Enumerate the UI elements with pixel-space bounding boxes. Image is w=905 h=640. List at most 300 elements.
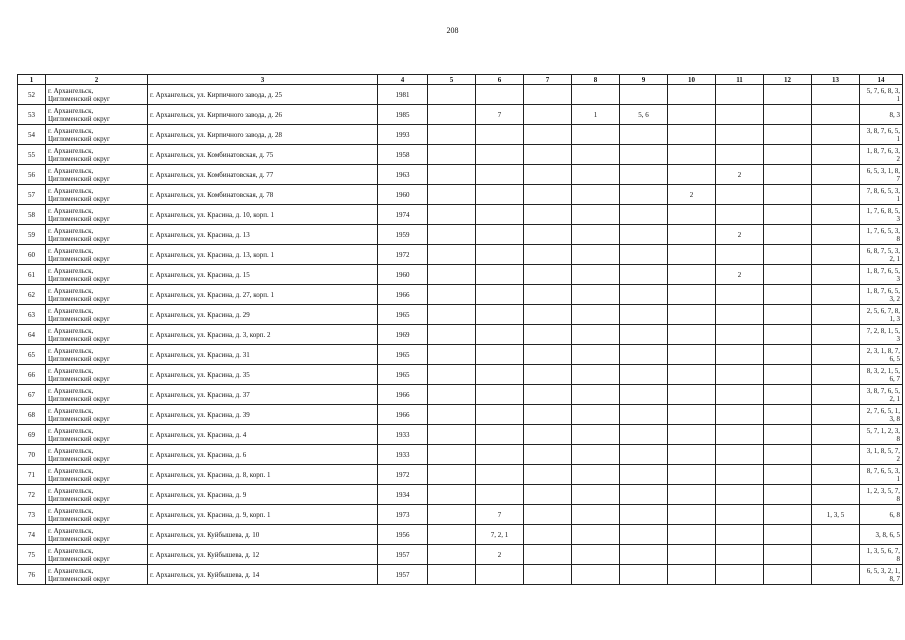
address-cell: г. Архангельск, ул. Красина, д. 9, корп. 1 <box>148 505 378 525</box>
col-6-cell <box>476 365 524 385</box>
col-8-cell <box>572 125 620 145</box>
col-8-cell <box>572 285 620 305</box>
col-9-cell <box>620 225 668 245</box>
col-12-cell <box>764 265 812 285</box>
table-row <box>18 105 903 125</box>
col-11-cell <box>716 325 764 345</box>
col-11-cell <box>716 565 764 585</box>
table-row <box>18 385 903 405</box>
location-cell <box>46 565 148 585</box>
col-6-cell: 7 <box>476 505 524 525</box>
row-number: 67 <box>18 385 46 405</box>
address-cell: г. Архангельск, ул. Красина, д. 27, корп. 1 <box>148 285 378 305</box>
col-14-cell: 6, 8, 7, 5, 3, 2, 1 <box>860 245 903 265</box>
location-district: Цигломенский округ <box>48 414 110 423</box>
year-cell: 1965 <box>378 305 428 325</box>
address-cell: г. Архангельск, ул. Кирпичного завода, д. 28 <box>148 125 378 145</box>
col-10-cell <box>668 385 716 405</box>
address-cell: г. Архангельск, ул. Красина, д. 39 <box>148 405 378 425</box>
col-13-cell <box>812 145 860 165</box>
col-7-cell <box>524 85 572 105</box>
col-12-cell <box>764 245 812 265</box>
col-10-cell <box>668 405 716 425</box>
col-7-cell <box>524 145 572 165</box>
col-10-cell <box>668 285 716 305</box>
col-9-cell <box>620 545 668 565</box>
column-header: 1 <box>18 75 46 85</box>
col-7-cell <box>524 485 572 505</box>
col-9-cell <box>620 485 668 505</box>
col-7-cell <box>524 465 572 485</box>
row-number: 65 <box>18 345 46 365</box>
col-6-cell <box>476 145 524 165</box>
col-13-cell <box>812 125 860 145</box>
col-5-cell <box>428 225 476 245</box>
col-11-cell <box>716 505 764 525</box>
col-11-cell <box>716 365 764 385</box>
year-cell: 1960 <box>378 265 428 285</box>
table-row <box>18 365 903 385</box>
table-row <box>18 305 903 325</box>
location-city: г. Архангельск, <box>48 146 94 155</box>
col-8-cell <box>572 205 620 225</box>
col-5-cell <box>428 185 476 205</box>
table-row <box>18 125 903 145</box>
location-cell <box>46 485 148 505</box>
table-row <box>18 225 903 245</box>
location-district: Цигломенский округ <box>48 94 110 103</box>
location-city: г. Архангельск, <box>48 366 94 375</box>
address-cell: г. Архангельск, ул. Красина, д. 10, корп. 1 <box>148 205 378 225</box>
col-12-cell <box>764 425 812 445</box>
column-header: 8 <box>572 75 620 85</box>
col-9-cell <box>620 265 668 285</box>
col-6-cell <box>476 265 524 285</box>
col-14-cell: 5, 7, 6, 8, 3, 1 <box>860 85 903 105</box>
address-cell: г. Архангельск, ул. Комбинатовская, д. 75 <box>148 145 378 165</box>
col-14-cell: 8, 3 <box>860 105 903 125</box>
col-8-cell <box>572 445 620 465</box>
row-number: 56 <box>18 165 46 185</box>
col-11-cell <box>716 85 764 105</box>
year-cell: 1933 <box>378 425 428 445</box>
year-cell: 1965 <box>378 365 428 385</box>
col-12-cell <box>764 105 812 125</box>
location-cell <box>46 325 148 345</box>
col-14-cell: 6, 5, 3, 2, 1, 8, 7 <box>860 565 903 585</box>
col-9-cell <box>620 305 668 325</box>
location-district: Цигломенский округ <box>48 314 110 323</box>
col-14-cell: 2, 3, 1, 8, 7, 6, 5 <box>860 345 903 365</box>
year-cell: 1974 <box>378 205 428 225</box>
col-11-cell <box>716 525 764 545</box>
col-14-cell: 2, 5, 6, 7, 8, 1, 3 <box>860 305 903 325</box>
address-cell: г. Архангельск, ул. Комбинатовская, д. 77 <box>148 165 378 185</box>
table-row <box>18 545 903 565</box>
col-7-cell <box>524 305 572 325</box>
location-district: Цигломенский округ <box>48 514 110 523</box>
column-header: 10 <box>668 75 716 85</box>
col-5-cell <box>428 385 476 405</box>
col-5-cell <box>428 245 476 265</box>
col-6-cell <box>476 405 524 425</box>
year-cell: 1963 <box>378 165 428 185</box>
col-10-cell <box>668 365 716 385</box>
col-9-cell <box>620 445 668 465</box>
col-10-cell <box>668 125 716 145</box>
col-5-cell <box>428 305 476 325</box>
col-13-cell <box>812 405 860 425</box>
col-11-cell <box>716 485 764 505</box>
col-10-cell <box>668 565 716 585</box>
address-cell: г. Архангельск, ул. Куйбышева, д. 12 <box>148 545 378 565</box>
col-11-cell <box>716 185 764 205</box>
col-7-cell <box>524 225 572 245</box>
col-8-cell <box>572 465 620 485</box>
col-8-cell <box>572 565 620 585</box>
col-10-cell <box>668 305 716 325</box>
location-city: г. Архангельск, <box>48 206 94 215</box>
col-11-cell <box>716 145 764 165</box>
col-10-cell: 2 <box>668 185 716 205</box>
table-row <box>18 505 903 525</box>
year-cell: 1958 <box>378 145 428 165</box>
col-14-cell: 1, 7, 6, 5, 3, 8 <box>860 225 903 245</box>
col-10-cell <box>668 145 716 165</box>
column-header: 14 <box>860 75 903 85</box>
location-city: г. Архангельск, <box>48 386 94 395</box>
col-12-cell <box>764 525 812 545</box>
col-11-cell <box>716 405 764 425</box>
location-district: Цигломенский округ <box>48 294 110 303</box>
column-header: 6 <box>476 75 524 85</box>
col-14-cell: 3, 1, 8, 5, 7, 2 <box>860 445 903 465</box>
col-6-cell <box>476 85 524 105</box>
col-13-cell <box>812 525 860 545</box>
col-8-cell <box>572 485 620 505</box>
location-city: г. Архангельск, <box>48 546 94 555</box>
table-row <box>18 185 903 205</box>
col-9-cell <box>620 125 668 145</box>
year-cell: 1960 <box>378 185 428 205</box>
location-city: г. Архангельск, <box>48 166 94 175</box>
col-13-cell <box>812 445 860 465</box>
col-9-cell <box>620 145 668 165</box>
location-district: Цигломенский округ <box>48 494 110 503</box>
location-city: г. Архангельск, <box>48 286 94 295</box>
col-7-cell <box>524 325 572 345</box>
col-12-cell <box>764 385 812 405</box>
location-cell <box>46 525 148 545</box>
col-8-cell <box>572 345 620 365</box>
column-header: 5 <box>428 75 476 85</box>
col-6-cell: 7, 2, 1 <box>476 525 524 545</box>
year-cell: 1972 <box>378 245 428 265</box>
location-city: г. Архангельск, <box>48 466 94 475</box>
location-cell <box>46 105 148 125</box>
col-13-cell <box>812 485 860 505</box>
location-cell <box>46 205 148 225</box>
location-district: Цигломенский округ <box>48 354 110 363</box>
address-cell: г. Архангельск, ул. Куйбышева, д. 10 <box>148 525 378 545</box>
table-row <box>18 445 903 465</box>
col-7-cell <box>524 245 572 265</box>
col-14-cell: 5, 7, 1, 2, 3, 8 <box>860 425 903 445</box>
col-8-cell <box>572 505 620 525</box>
location-cell <box>46 385 148 405</box>
col-8-cell <box>572 245 620 265</box>
location-cell <box>46 265 148 285</box>
location-cell <box>46 245 148 265</box>
location-district: Цигломенский округ <box>48 134 110 143</box>
col-12-cell <box>764 125 812 145</box>
col-12-cell <box>764 545 812 565</box>
col-12-cell <box>764 185 812 205</box>
col-11-cell <box>716 205 764 225</box>
location-district: Цигломенский округ <box>48 254 110 263</box>
row-number: 71 <box>18 465 46 485</box>
header-row <box>18 75 903 85</box>
col-14-cell: 6, 5, 3, 1, 8, 7 <box>860 165 903 185</box>
address-cell: г. Архангельск, ул. Красина, д. 6 <box>148 445 378 465</box>
col-7-cell <box>524 365 572 385</box>
location-district: Цигломенский округ <box>48 574 110 583</box>
col-14-cell: 1, 8, 7, 6, 5, 3 <box>860 265 903 285</box>
year-cell: 1981 <box>378 85 428 105</box>
location-district: Цигломенский округ <box>48 214 110 223</box>
col-8-cell <box>572 425 620 445</box>
col-12-cell <box>764 345 812 365</box>
year-cell: 1966 <box>378 405 428 425</box>
col-8-cell <box>572 185 620 205</box>
col-13-cell <box>812 265 860 285</box>
col-5-cell <box>428 525 476 545</box>
table-row <box>18 265 903 285</box>
year-cell: 1934 <box>378 485 428 505</box>
location-city: г. Архангельск, <box>48 126 94 135</box>
location-district: Цигломенский округ <box>48 554 110 563</box>
col-6-cell <box>476 445 524 465</box>
row-number: 76 <box>18 565 46 585</box>
row-number: 66 <box>18 365 46 385</box>
col-9-cell <box>620 285 668 305</box>
location-city: г. Архангельск, <box>48 426 94 435</box>
table-row <box>18 405 903 425</box>
location-district: Цигломенский округ <box>48 534 110 543</box>
col-13-cell <box>812 245 860 265</box>
col-13-cell <box>812 545 860 565</box>
address-cell: г. Архангельск, ул. Красина, д. 29 <box>148 305 378 325</box>
col-6-cell <box>476 285 524 305</box>
col-6-cell <box>476 185 524 205</box>
col-8-cell: 1 <box>572 105 620 125</box>
location-city: г. Архангельск, <box>48 346 94 355</box>
col-11-cell <box>716 345 764 365</box>
col-11-cell <box>716 245 764 265</box>
col-14-cell: 1, 8, 7, 6, 3, 2 <box>860 145 903 165</box>
col-8-cell <box>572 85 620 105</box>
col-10-cell <box>668 265 716 285</box>
col-10-cell <box>668 245 716 265</box>
year-cell: 1957 <box>378 565 428 585</box>
col-9-cell <box>620 565 668 585</box>
col-12-cell <box>764 285 812 305</box>
location-city: г. Архангельск, <box>48 86 94 95</box>
col-8-cell <box>572 365 620 385</box>
location-cell <box>46 505 148 525</box>
location-cell <box>46 545 148 565</box>
col-5-cell <box>428 405 476 425</box>
col-13-cell <box>812 285 860 305</box>
year-cell: 1966 <box>378 285 428 305</box>
table-row <box>18 485 903 505</box>
table-row <box>18 165 903 185</box>
col-11-cell <box>716 305 764 325</box>
address-cell: г. Архангельск, ул. Куйбышева, д. 14 <box>148 565 378 585</box>
address-cell: г. Архангельск, ул. Красина, д. 4 <box>148 425 378 445</box>
col-14-cell: 1, 7, 6, 8, 5, 3 <box>860 205 903 225</box>
row-number: 52 <box>18 85 46 105</box>
col-7-cell <box>524 505 572 525</box>
location-city: г. Архангельск, <box>48 506 94 515</box>
col-13-cell: 1, 3, 5 <box>812 505 860 525</box>
col-11-cell <box>716 545 764 565</box>
column-header: 13 <box>812 75 860 85</box>
location-cell <box>46 305 148 325</box>
col-9-cell <box>620 465 668 485</box>
col-14-cell: 1, 3, 5, 6, 7, 8 <box>860 545 903 565</box>
col-12-cell <box>764 485 812 505</box>
row-number: 73 <box>18 505 46 525</box>
col-11-cell <box>716 105 764 125</box>
col-11-cell: 2 <box>716 265 764 285</box>
location-city: г. Архангельск, <box>48 306 94 315</box>
address-cell: г. Архангельск, ул. Красина, д. 15 <box>148 265 378 285</box>
col-10-cell <box>668 345 716 365</box>
row-number: 64 <box>18 325 46 345</box>
address-cell: г. Архангельск, ул. Красина, д. 9 <box>148 485 378 505</box>
col-7-cell <box>524 565 572 585</box>
col-9-cell <box>620 505 668 525</box>
col-5-cell <box>428 365 476 385</box>
col-11-cell <box>716 465 764 485</box>
year-cell: 1956 <box>378 525 428 545</box>
col-6-cell <box>476 325 524 345</box>
location-cell <box>46 185 148 205</box>
row-number: 53 <box>18 105 46 125</box>
col-7-cell <box>524 345 572 365</box>
col-10-cell <box>668 545 716 565</box>
col-5-cell <box>428 505 476 525</box>
location-district: Цигломенский округ <box>48 274 110 283</box>
col-12-cell <box>764 325 812 345</box>
col-6-cell <box>476 385 524 405</box>
col-13-cell <box>812 305 860 325</box>
col-5-cell <box>428 425 476 445</box>
col-6-cell <box>476 225 524 245</box>
col-12-cell <box>764 205 812 225</box>
col-9-cell <box>620 185 668 205</box>
col-13-cell <box>812 465 860 485</box>
page-number: 208 <box>446 26 459 35</box>
col-6-cell: 2 <box>476 545 524 565</box>
col-14-cell: 3, 8, 6, 5 <box>860 525 903 545</box>
col-9-cell <box>620 325 668 345</box>
year-cell: 1933 <box>378 445 428 465</box>
column-header: 3 <box>148 75 378 85</box>
col-6-cell <box>476 305 524 325</box>
table-row <box>18 345 903 365</box>
col-10-cell <box>668 325 716 345</box>
col-9-cell <box>620 165 668 185</box>
location-cell <box>46 165 148 185</box>
col-5-cell <box>428 485 476 505</box>
col-13-cell <box>812 85 860 105</box>
location-city: г. Архангельск, <box>48 246 94 255</box>
col-10-cell <box>668 505 716 525</box>
col-5-cell <box>428 145 476 165</box>
location-district: Цигломенский округ <box>48 154 110 163</box>
location-cell <box>46 125 148 145</box>
address-cell: г. Архангельск, ул. Кирпичного завода, д. 26 <box>148 105 378 125</box>
col-6-cell <box>476 565 524 585</box>
address-cell: г. Архангельск, ул. Красина, д. 13, корп. 1 <box>148 245 378 265</box>
col-11-cell <box>716 385 764 405</box>
col-7-cell <box>524 105 572 125</box>
col-6-cell <box>476 125 524 145</box>
col-5-cell <box>428 125 476 145</box>
column-header: 4 <box>378 75 428 85</box>
col-14-cell: 3, 8, 7, 6, 5, 1 <box>860 125 903 145</box>
row-number: 55 <box>18 145 46 165</box>
row-number: 54 <box>18 125 46 145</box>
col-5-cell <box>428 265 476 285</box>
col-11-cell: 2 <box>716 225 764 245</box>
col-12-cell <box>764 165 812 185</box>
row-number: 70 <box>18 445 46 465</box>
col-7-cell <box>524 205 572 225</box>
year-cell: 1966 <box>378 385 428 405</box>
col-12-cell <box>764 365 812 385</box>
column-header: 9 <box>620 75 668 85</box>
col-6-cell <box>476 425 524 445</box>
col-5-cell <box>428 345 476 365</box>
year-cell: 1969 <box>378 325 428 345</box>
col-14-cell: 7, 2, 8, 1, 5, 3 <box>860 325 903 345</box>
buildings-table <box>17 74 903 585</box>
col-12-cell <box>764 225 812 245</box>
col-14-cell: 7, 8, 6, 5, 3, 1 <box>860 185 903 205</box>
year-cell: 1957 <box>378 545 428 565</box>
col-7-cell <box>524 445 572 465</box>
table-row <box>18 85 903 105</box>
table-row <box>18 565 903 585</box>
year-cell: 1959 <box>378 225 428 245</box>
col-13-cell <box>812 565 860 585</box>
location-cell <box>46 405 148 425</box>
location-city: г. Архангельск, <box>48 106 94 115</box>
col-6-cell <box>476 345 524 365</box>
col-9-cell <box>620 425 668 445</box>
col-13-cell <box>812 205 860 225</box>
col-5-cell <box>428 285 476 305</box>
col-12-cell <box>764 505 812 525</box>
year-cell: 1973 <box>378 505 428 525</box>
col-12-cell <box>764 565 812 585</box>
location-city: г. Архангельск, <box>48 186 94 195</box>
col-7-cell <box>524 405 572 425</box>
location-city: г. Архангельск, <box>48 226 94 235</box>
